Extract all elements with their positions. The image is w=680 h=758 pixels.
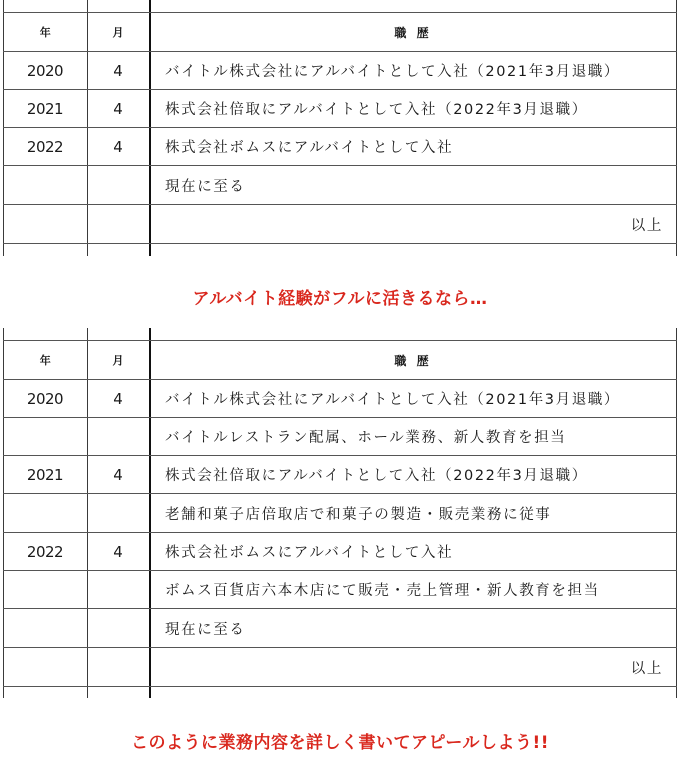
- row-year: 2022: [26, 137, 64, 156]
- row-year: [3, 167, 87, 204]
- table-row: [3, 533, 677, 571]
- table-row: [3, 167, 677, 205]
- table-header-row: [3, 340, 677, 380]
- table-row: [3, 206, 677, 244]
- row-year: [3, 571, 87, 608]
- row-month: 4: [113, 137, 123, 156]
- callout-heading: アルバイト経験がフルに活きるなら…: [192, 289, 488, 309]
- row-text: 株式会社倍取にアルバイトとして入社（2022年3月退職）: [165, 102, 588, 118]
- row-month: 4: [113, 465, 123, 484]
- row-text: 株式会社倍取にアルバイトとして入社（2022年3月退職）: [165, 468, 588, 484]
- header-month: 月: [112, 354, 124, 367]
- row-month: 4: [113, 542, 123, 561]
- header-history: 職 歴: [394, 25, 432, 40]
- header-year: 年: [39, 26, 51, 39]
- row-year: 2022: [26, 542, 64, 561]
- row-text: バイトルレストラン配属、ホール業務、新人教育を担当: [165, 430, 567, 446]
- work-history-table-before: [0, 0, 680, 256]
- row-month: [87, 206, 149, 243]
- table-row: [3, 380, 677, 418]
- table-row: [3, 610, 677, 648]
- table-row: [3, 128, 677, 166]
- row-text: 株式会社ボムスにアルバイトとして入社: [165, 545, 454, 561]
- header-month: 月: [112, 26, 124, 39]
- row-year: 2021: [26, 465, 64, 484]
- row-text: 現在に至る: [165, 622, 246, 638]
- row-text: ボムス百貨店六本木店にて販売・売上管理・新人教育を担当: [165, 583, 600, 599]
- row-text: 老舗和菓子店倍取店で和菓子の製造・販売業務に従事: [165, 507, 552, 523]
- row-month: [87, 495, 149, 532]
- row-year: [3, 418, 87, 455]
- table-row: [3, 418, 677, 456]
- header-history: 職 歴: [394, 353, 432, 368]
- work-history-table-after: [0, 328, 680, 698]
- row-year: [3, 610, 87, 647]
- header-year: 年: [39, 354, 51, 367]
- table-row: [3, 495, 677, 533]
- row-text: バイトル株式会社にアルバイトとして入社（2021年3月退職）: [165, 64, 621, 80]
- row-month: [87, 649, 149, 686]
- table-row: [3, 90, 677, 128]
- row-text: 株式会社ボムスにアルバイトとして入社: [165, 140, 454, 156]
- row-month: 4: [113, 61, 123, 80]
- table-row: [3, 571, 677, 609]
- table-row: [3, 649, 677, 687]
- row-month: 4: [113, 389, 123, 408]
- closing-remark: 以上: [630, 218, 663, 234]
- table-row: [3, 52, 677, 90]
- row-month: [87, 418, 149, 455]
- row-month: [87, 571, 149, 608]
- table-header-row: [3, 12, 677, 52]
- row-month: [87, 167, 149, 204]
- closing-remark: 以上: [630, 661, 663, 677]
- row-year: [3, 495, 87, 532]
- row-year: 2020: [26, 389, 64, 408]
- row-text: バイトル株式会社にアルバイトとして入社（2021年3月退職）: [165, 392, 621, 408]
- row-year: 2020: [26, 61, 64, 80]
- row-text: 現在に至る: [165, 179, 246, 195]
- row-year: [3, 649, 87, 686]
- row-year: [3, 206, 87, 243]
- row-month: 4: [113, 99, 123, 118]
- row-month: [87, 610, 149, 647]
- table-row: [3, 456, 677, 494]
- row-year: 2021: [26, 99, 64, 118]
- callout-conclusion: このように業務内容を詳しく書いてアピールしよう!!: [131, 733, 549, 753]
